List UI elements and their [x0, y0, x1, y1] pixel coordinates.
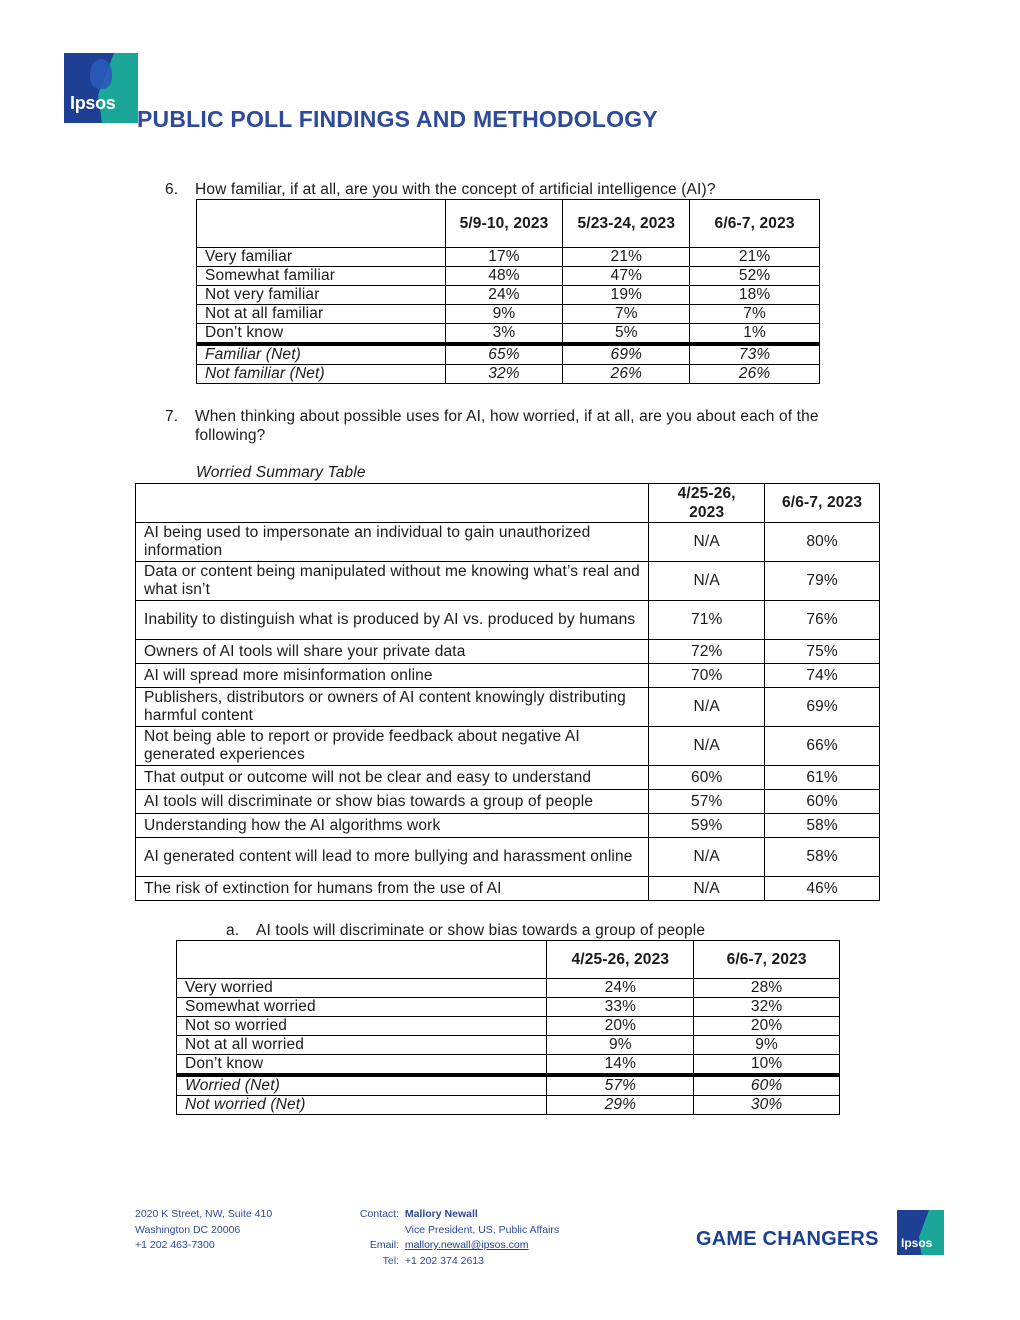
tel-label: Tel:: [382, 1254, 399, 1267]
row-label: That output or outcome will not be clear and easy to understand: [136, 766, 649, 790]
cell-value: 69%: [765, 688, 880, 727]
row-label: Not very familiar: [197, 286, 446, 305]
question-7a: [226, 921, 826, 941]
cell-value: 26%: [690, 365, 820, 384]
cell-value: 33%: [547, 998, 694, 1017]
cell-value: 21%: [563, 248, 690, 267]
row-label: Somewhat worried: [177, 998, 547, 1017]
cell-value: 71%: [649, 601, 765, 640]
cell-value: N/A: [649, 727, 765, 766]
row-label: AI being used to impersonate an individual to gain unauthorized information: [136, 523, 649, 562]
column-header: 5/23-24, 2023: [563, 200, 690, 248]
cell-value: 46%: [765, 877, 880, 901]
cell-value: 60%: [694, 1075, 840, 1096]
cell-value: 24%: [547, 979, 694, 998]
cell-value: 5%: [563, 324, 690, 345]
cell-value: 9%: [694, 1036, 840, 1055]
table-row: [136, 766, 880, 790]
table-row: [136, 601, 880, 640]
table-row: [136, 523, 880, 562]
tagline: GAME CHANGERS: [696, 1228, 879, 1250]
cell-value: 14%: [547, 1055, 694, 1076]
table-row: [177, 1036, 840, 1055]
cell-value: 65%: [445, 344, 563, 365]
cell-value: 75%: [765, 640, 880, 664]
address-line: 2020 K Street, NW, Suite 410: [135, 1208, 273, 1220]
table-row: [177, 1055, 840, 1076]
contact-name: Mallory Newall: [404, 1208, 478, 1220]
cell-value: 47%: [563, 267, 690, 286]
row-label: Not worried (Net): [177, 1096, 547, 1115]
column-header: 5/9-10, 2023: [445, 200, 563, 248]
row-label: AI tools will discriminate or show bias towards a group of people: [136, 790, 649, 814]
column-header-text: 4/25-26, 2023: [677, 485, 736, 521]
cell-value: N/A: [649, 562, 765, 601]
row-label: Owners of AI tools will share your private data: [136, 640, 649, 664]
table-row: [136, 814, 880, 838]
row-label: Not so worried: [177, 1017, 547, 1036]
cell-value: 60%: [649, 766, 765, 790]
cell-value: 19%: [563, 286, 690, 305]
table-row: [197, 286, 820, 305]
cell-value: 80%: [765, 523, 880, 562]
table-row: [136, 727, 880, 766]
cell-value: 59%: [649, 814, 765, 838]
question-number: 7.: [165, 408, 179, 425]
cell-value: 74%: [765, 664, 880, 688]
question-text-line: following?: [195, 427, 266, 444]
column-header: 6/6-7, 2023: [765, 484, 880, 523]
table-row: [136, 790, 880, 814]
table-header-row: [197, 200, 820, 248]
table-row: [136, 640, 880, 664]
row-label: Not familiar (Net): [197, 365, 446, 384]
row-label: Don’t know: [197, 324, 446, 345]
footer-address: [135, 1207, 335, 1254]
cell-value: 9%: [445, 305, 563, 324]
row-label: Don’t know: [177, 1055, 547, 1076]
table-row: [136, 664, 880, 688]
question-text: How familiar, if at all, are you with the concept of artificial intelligence (AI)?: [195, 181, 716, 198]
question-number: 6.: [165, 181, 179, 198]
row-label: Not being able to report or provide feedback about negative AI generated experiences: [136, 727, 649, 766]
table-header-row: [136, 484, 880, 523]
question-text: [195, 407, 819, 445]
cell-value: 66%: [765, 727, 880, 766]
cell-value: 29%: [547, 1096, 694, 1115]
row-label: Not at all worried: [177, 1036, 547, 1055]
cell-value: N/A: [649, 523, 765, 562]
row-label: Publishers, distributors or owners of AI content knowingly distributing harmful content: [136, 688, 649, 727]
address-phone: +1 202 463-7300: [135, 1239, 215, 1251]
net-row: [197, 344, 820, 365]
table-row: [136, 562, 880, 601]
footer-contact: [355, 1207, 615, 1269]
cell-value: 69%: [563, 344, 690, 365]
cell-value: 58%: [765, 814, 880, 838]
table-row: [197, 324, 820, 345]
row-label: AI will spread more misinformation online: [136, 664, 649, 688]
ipsos-logo: [64, 53, 138, 123]
cell-value: 20%: [694, 1017, 840, 1036]
cell-value: 32%: [445, 365, 563, 384]
cell-value: 76%: [765, 601, 880, 640]
cell-value: 32%: [694, 998, 840, 1017]
cell-value: 58%: [765, 838, 880, 877]
table-row: [136, 877, 880, 901]
email-link[interactable]: mallory.newall@ipsos.com: [404, 1239, 529, 1251]
ipsos-logo-small: [897, 1210, 944, 1255]
table-header-row: [177, 941, 840, 979]
row-label: Familiar (Net): [197, 344, 446, 365]
row-label: Understanding how the AI algorithms work: [136, 814, 649, 838]
column-header: 4/25-26, 2023: [547, 941, 694, 979]
net-row: [177, 1096, 840, 1115]
row-label: AI generated content will lead to more bullying and harassment online: [136, 838, 649, 877]
cell-value: 72%: [649, 640, 765, 664]
table-row: [136, 838, 880, 877]
worried-summary-table: [135, 483, 880, 901]
table-row: [197, 248, 820, 267]
cell-value: 73%: [690, 344, 820, 365]
cell-value: 61%: [765, 766, 880, 790]
question-7: [165, 407, 885, 447]
table-row: [197, 305, 820, 324]
row-label: The risk of extinction for humans from the use of AI: [136, 877, 649, 901]
cell-value: 57%: [649, 790, 765, 814]
logo-text: Ipsos: [901, 1236, 933, 1250]
cell-value: N/A: [649, 838, 765, 877]
table-caption: Worried Summary Table: [196, 464, 366, 481]
cell-value: 18%: [690, 286, 820, 305]
cell-value: N/A: [649, 877, 765, 901]
cell-value: N/A: [649, 688, 765, 727]
cell-value: 48%: [445, 267, 563, 286]
question-text: AI tools will discriminate or show bias towards a group of people: [256, 922, 706, 939]
cell-value: 28%: [694, 979, 840, 998]
table-row: [136, 688, 880, 727]
table-row: [177, 979, 840, 998]
table-row: [197, 267, 820, 286]
net-row: [197, 365, 820, 384]
cell-value: 30%: [694, 1096, 840, 1115]
row-label: Somewhat familiar: [197, 267, 446, 286]
cell-value: 26%: [563, 365, 690, 384]
row-label: Data or content being manipulated without me knowing what’s real and what isn’t: [136, 562, 649, 601]
table-row: [177, 998, 840, 1017]
cell-value: 17%: [445, 248, 563, 267]
cell-value: 79%: [765, 562, 880, 601]
row-label: Very familiar: [197, 248, 446, 267]
familiarity-table: [196, 199, 820, 384]
cell-value: 70%: [649, 664, 765, 688]
cell-value: 60%: [765, 790, 880, 814]
contact-label: Contact:: [359, 1208, 399, 1220]
contact-title: Vice President, US, Public Affairs: [404, 1223, 560, 1236]
cell-value: 3%: [445, 324, 563, 345]
net-row: [177, 1075, 840, 1096]
page-title: PUBLIC POLL FINDINGS AND METHODOLOGY: [137, 106, 658, 132]
row-label: Not at all familiar: [197, 305, 446, 324]
logo-text: Ipsos: [70, 93, 116, 113]
cell-value: 20%: [547, 1017, 694, 1036]
cell-value: 7%: [690, 305, 820, 324]
table-row: [177, 1017, 840, 1036]
column-header: 6/6-7, 2023: [690, 200, 820, 248]
address-line: Washington DC 20006: [135, 1223, 241, 1236]
email-label: Email:: [369, 1239, 399, 1251]
cell-value: 52%: [690, 267, 820, 286]
cell-value: 7%: [563, 305, 690, 324]
question-text-line: When thinking about possible uses for AI, how worried, if at all, are you about each of the: [195, 408, 819, 425]
column-header: [649, 484, 765, 523]
row-label: Inability to distinguish what is produced by AI vs. produced by humans: [136, 601, 649, 640]
column-header: 6/6-7, 2023: [694, 941, 840, 979]
question-6: [165, 180, 865, 200]
discrimination-worry-table: [176, 940, 840, 1115]
tel-number: +1 202 374 2613: [404, 1254, 484, 1267]
cell-value: 57%: [547, 1075, 694, 1096]
cell-value: 24%: [445, 286, 563, 305]
row-label: Very worried: [177, 979, 547, 998]
cell-value: 21%: [690, 248, 820, 267]
cell-value: 9%: [547, 1036, 694, 1055]
question-number: a.: [226, 922, 240, 939]
cell-value: 1%: [690, 324, 820, 345]
cell-value: 10%: [694, 1055, 840, 1076]
row-label: Worried (Net): [177, 1075, 547, 1096]
